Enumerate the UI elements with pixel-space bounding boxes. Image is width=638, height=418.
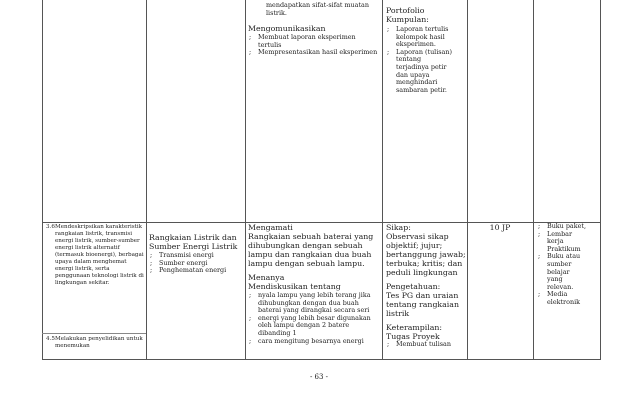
materi-list	[149, 252, 244, 275]
table-border-bottom	[42, 359, 601, 360]
kumpulan-heading: Kumpulan:	[386, 15, 429, 24]
mengomunikasikan-item: ; Membuat laporan eksperimen tertulis	[248, 34, 381, 49]
portofolio-item: ; Laporan (tulisan) tentang terjadinya petir dan upaya menghindari sambaran petir.	[386, 49, 466, 95]
top-row-assessment	[386, 6, 466, 94]
continued-line-2: listrik.	[266, 8, 287, 17]
top-row-activities	[248, 2, 381, 57]
mengamati-heading: Mengamati	[248, 223, 293, 232]
menanya-item: ; energi yang lebih besar digunakan oleh lampu dengan 2 batere dibanding 1	[248, 315, 381, 338]
kd-4-5	[44, 336, 144, 350]
keterampilan-heading: Keterampilan:	[386, 323, 443, 332]
kd-4-5-number: 4.5	[46, 336, 55, 342]
materi-item: ; Penghematan energi	[149, 267, 244, 275]
sumber-belajar-cell	[537, 223, 599, 307]
menanya-item: ; cara mengitung besarnya energi	[248, 338, 381, 346]
kd-3-6	[44, 224, 144, 287]
row-divider-kd	[42, 333, 146, 334]
column-divider-5	[533, 0, 534, 360]
keterampilan-item: ; Membuat tulisan	[386, 341, 466, 349]
menanya-list	[248, 292, 381, 345]
kd-3-6-cell	[44, 224, 144, 287]
pengetahuan-text: Tes PG dan uraian tentang rangkaian listrik	[386, 291, 459, 318]
portofolio-item: ; Laporan tertulis kelompok hasil eksperimen.	[386, 26, 466, 49]
menanya-heading: Menanya	[248, 273, 285, 282]
table-border-left	[42, 0, 43, 360]
kd-3-6-text: Mendeskripsikan karakteristik rangkaian listrik, transmisi energi listrik, sumber-sumber energi listrik alternatif (termasuk bioenergi), berbagai upaya dalam menghemat energi listrik, serta penggunaan teknologi listrik di lingkungan sekitar.	[55, 224, 144, 286]
materi-item: ; Transmisi energi	[149, 252, 244, 260]
sumber-item: ; Buku atau sumber belajar yang relevan.	[537, 253, 587, 291]
kd-4-5-cell	[44, 336, 144, 350]
portofolio-list	[386, 26, 466, 94]
alokasi-waktu-cell	[468, 223, 532, 232]
mengomunikasikan-heading: Mengomunikasikan	[248, 24, 326, 34]
sikap-text: Observasi sikap objektif; jujur; bertanggung jawab; terbuka; kritis; dan peduli lingkungan	[386, 232, 466, 277]
pengetahuan-heading: Pengetahuan:	[386, 282, 441, 291]
mengomunikasikan-item: ; Mempresentasikan hasil eksperimen	[248, 49, 381, 57]
sumber-item: ; Buku paket,	[537, 223, 587, 231]
sumber-list	[537, 223, 599, 307]
column-divider-3	[382, 0, 383, 360]
menanya-item: ; nyala lampu yang lebih terang jika dihubungkan dengan dua buah baterai yang dirangkai secara seri	[248, 292, 381, 315]
menanya-subheading: Mendiskusikan tentang	[248, 282, 341, 291]
mengamati-text: Rangkaian sebuah baterai yang dihubungkan dengan sebuah lampu dan rangkaian dua buah lampu dengan sebuah lampu.	[248, 232, 374, 268]
continued-activity-text	[248, 2, 381, 17]
sikap-heading: Sikap:	[386, 223, 411, 232]
penilaian-cell	[386, 223, 466, 349]
keterampilan-list	[386, 341, 466, 349]
sumber-item: ; Media elektronik	[537, 291, 587, 306]
kegiatan-cell	[248, 223, 381, 345]
continued-line-1: mendapatkan sifat-sifat muatan	[266, 1, 369, 9]
kd-3-6-number: 3.6	[46, 224, 55, 230]
materi-title: Rangkaian Listrik dan Sumber Energi Listrik	[149, 233, 238, 251]
portofolio-heading: Portofolio	[386, 6, 425, 15]
column-divider-1	[146, 0, 147, 360]
table-border-right	[600, 0, 601, 360]
kd-4-5-text: Melakukan penyelidikan untuk menemukan	[55, 336, 143, 349]
column-divider-4	[467, 0, 468, 360]
alokasi-waktu: 10 JP	[489, 223, 511, 232]
mengomunikasikan-list	[248, 34, 381, 57]
keterampilan-text: Tugas Proyek	[386, 332, 440, 341]
sumber-item: ; Lembar kerja Praktikum	[537, 231, 587, 254]
materi-pokok-cell	[149, 233, 244, 275]
page-number: - 63 -	[309, 373, 329, 381]
column-divider-2	[245, 0, 246, 360]
materi-item: ; Sumber energi	[149, 260, 244, 268]
